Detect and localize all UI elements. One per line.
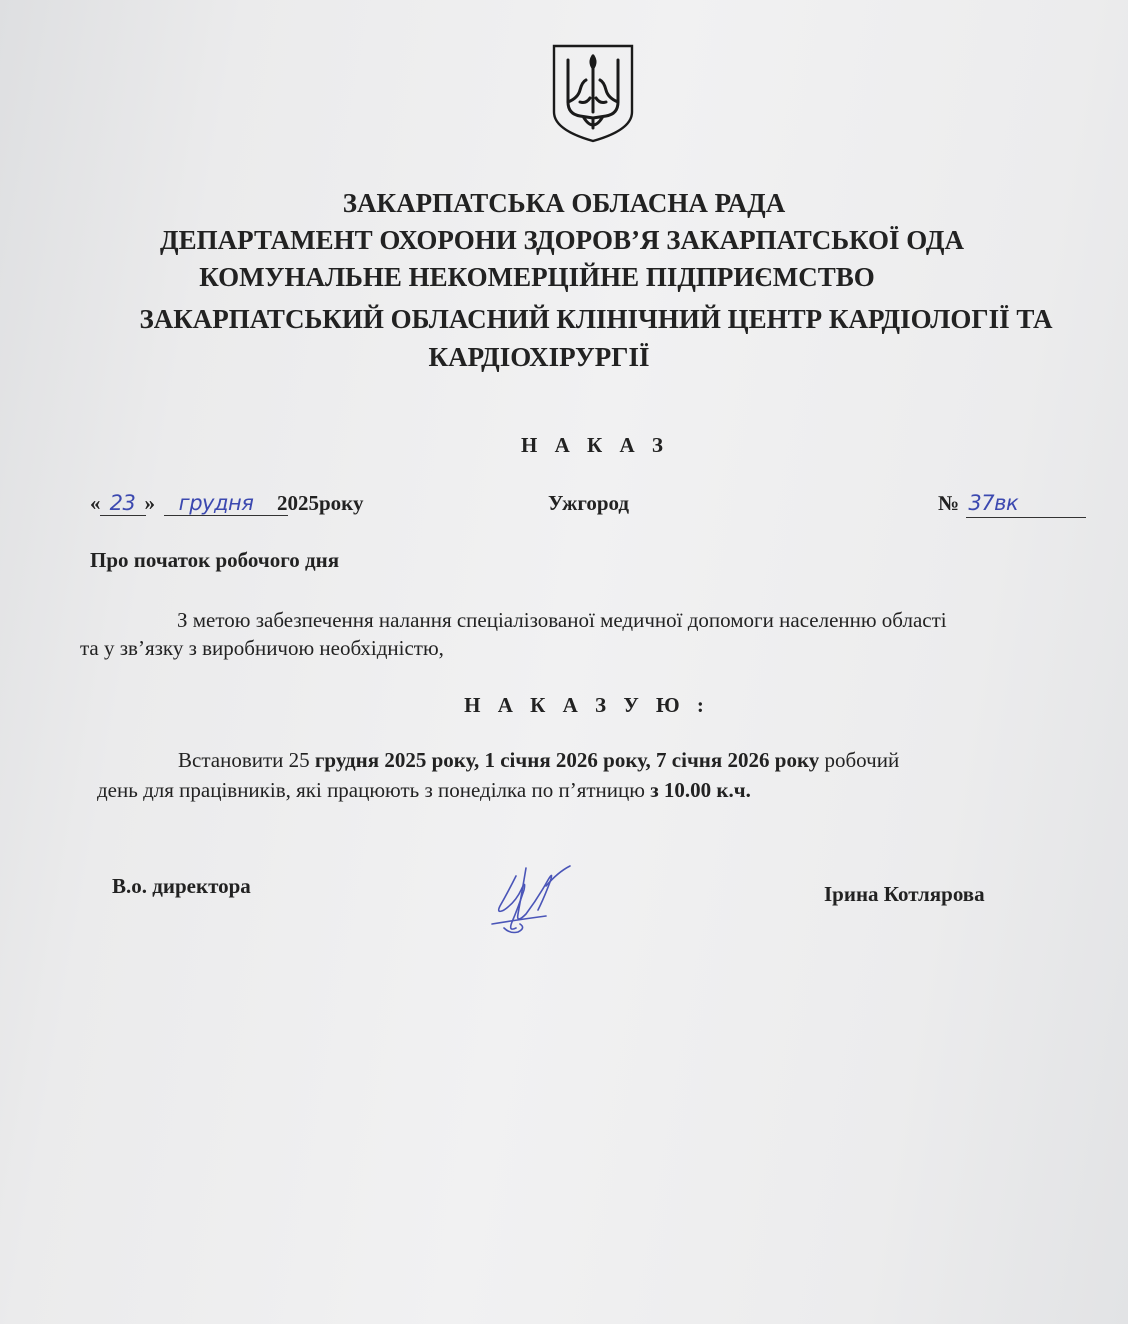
order-text-end: робочий xyxy=(819,748,900,772)
order-month: грудня xyxy=(178,491,254,515)
document-title: Н А К А З xyxy=(521,433,669,457)
order-subject: Про початок робочого дня xyxy=(90,548,340,572)
header-enterprise-type: КОМУНАЛЬНЕ НЕКОМЕРЦІЙНЕ ПІДПРИЄМСТВО xyxy=(199,262,875,292)
order-text-line-2 xyxy=(97,776,751,804)
quote-open: « xyxy=(90,491,101,515)
order-text-line-1 xyxy=(178,746,899,774)
orders-heading: Н А К А З У Ю : xyxy=(464,693,710,717)
order-text-start: Встановити 25 xyxy=(178,748,315,772)
header-department: ДЕПАРТАМЕНТ ОХОРОНИ ЗДОРОВ’Я ЗАКАРПАТСЬКОЇ ОДА xyxy=(160,225,964,255)
order-text-dates: грудня 2025 року, 1 січня 2026 року, 7 січня 2026 року xyxy=(314,748,820,772)
order-text-time: з 10.00 к.ч. xyxy=(650,778,751,802)
month-underline xyxy=(164,515,288,516)
header-council: ЗАКАРПАТСЬКА ОБЛАСНА РАДА xyxy=(342,188,786,218)
signer-name: Ірина Котлярова xyxy=(824,882,985,906)
order-number xyxy=(938,491,1018,516)
order-day: 23 xyxy=(109,491,136,515)
header-enterprise-name-cont: КАРДІОХІРУРГІЇ xyxy=(428,342,650,372)
number-value: 37вк xyxy=(968,491,1019,515)
order-year: 2025року xyxy=(277,491,364,515)
order-date xyxy=(90,491,363,516)
order-text-workers: день для працівників, які працюють з понеділка по п’ятницю xyxy=(97,778,651,802)
day-underline xyxy=(100,515,146,516)
header-enterprise-name: ЗАКАРПАТСЬКИЙ ОБЛАСНИЙ КЛІНІЧНИЙ ЦЕНТР КАРДІОЛОГІЇ ТА xyxy=(139,304,1053,334)
signature-icon xyxy=(486,862,578,940)
quote-close: » xyxy=(144,491,155,515)
ukraine-trident-icon xyxy=(550,42,636,144)
signer-position: В.о. директора xyxy=(112,874,251,898)
number-label: № xyxy=(938,491,960,515)
preamble-line-2: та у зв’язку з виробничою необхідністю, xyxy=(80,636,444,660)
number-underline xyxy=(966,517,1086,518)
order-city: Ужгород xyxy=(548,491,630,515)
preamble-line-1: З метою забезпечення налання спеціалізованої медичної допомоги населенню області xyxy=(177,608,947,632)
